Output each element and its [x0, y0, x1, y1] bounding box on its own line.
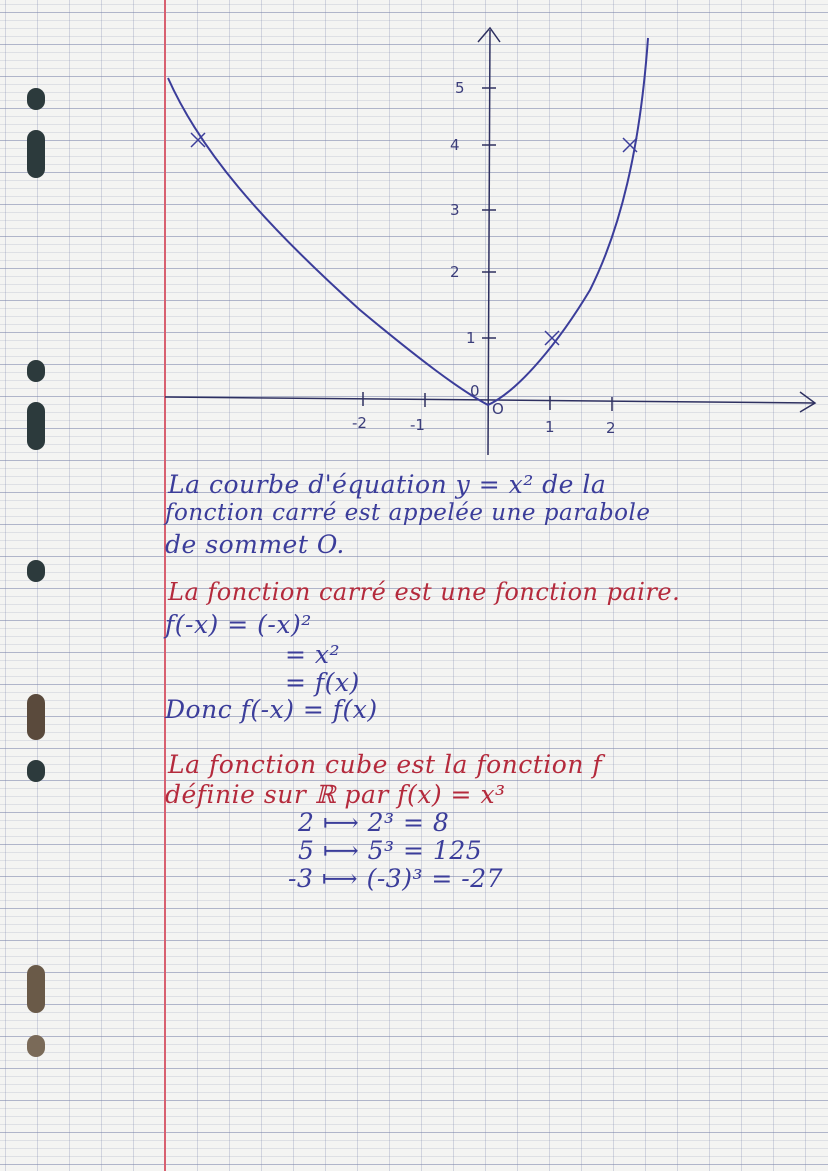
x-tick-label: -2 [352, 414, 367, 432]
binder-hole [27, 760, 45, 782]
note-line-red: La fonction carré est une fonction paire. [168, 578, 681, 606]
y-tick-label: 3 [450, 201, 460, 219]
note-line: de sommet O. [165, 530, 345, 559]
x-tick-label: -1 [410, 416, 425, 434]
cube-example: -3 ⟼ (-3)³ = -27 [288, 864, 504, 893]
point-markers [191, 133, 637, 345]
note-line: fonction carré est appelée une parabole [165, 500, 651, 526]
y-tick-label: 2 [450, 263, 460, 281]
x-tick-label: 2 [606, 419, 616, 437]
y-axis-arrow [478, 28, 500, 42]
x-tick-label: 1 [545, 418, 555, 436]
parabola-curve [168, 38, 648, 405]
y-tick-label: 1 [466, 329, 476, 347]
equation-line: f(-x) = (-x)² [165, 610, 312, 639]
binder-hole [27, 965, 45, 1013]
x-axis-arrow [800, 392, 815, 412]
y-axis [488, 30, 490, 455]
parabola-graph [0, 0, 828, 470]
x-axis [165, 397, 815, 403]
origin-label: O [492, 400, 504, 418]
note-line-red: définie sur ℝ par f(x) = x³ [165, 780, 506, 809]
binder-hole [27, 694, 45, 740]
y-tick-label: 5 [455, 79, 465, 97]
equation-line: = f(x) [285, 668, 360, 697]
note-line-red: La fonction cube est la fonction f [168, 750, 603, 779]
y-tick-label: 4 [450, 136, 460, 154]
origin-label: 0 [470, 382, 480, 400]
equation-line: = x² [285, 640, 341, 669]
cube-example: 2 ⟼ 2³ = 8 [298, 808, 450, 837]
note-line: La courbe d'équation y = x² de la [168, 470, 607, 499]
cube-example: 5 ⟼ 5³ = 125 [298, 836, 483, 865]
equation-line: Donc f(-x) = f(x) [165, 695, 378, 724]
binder-hole [27, 1035, 45, 1057]
binder-hole [27, 560, 45, 582]
